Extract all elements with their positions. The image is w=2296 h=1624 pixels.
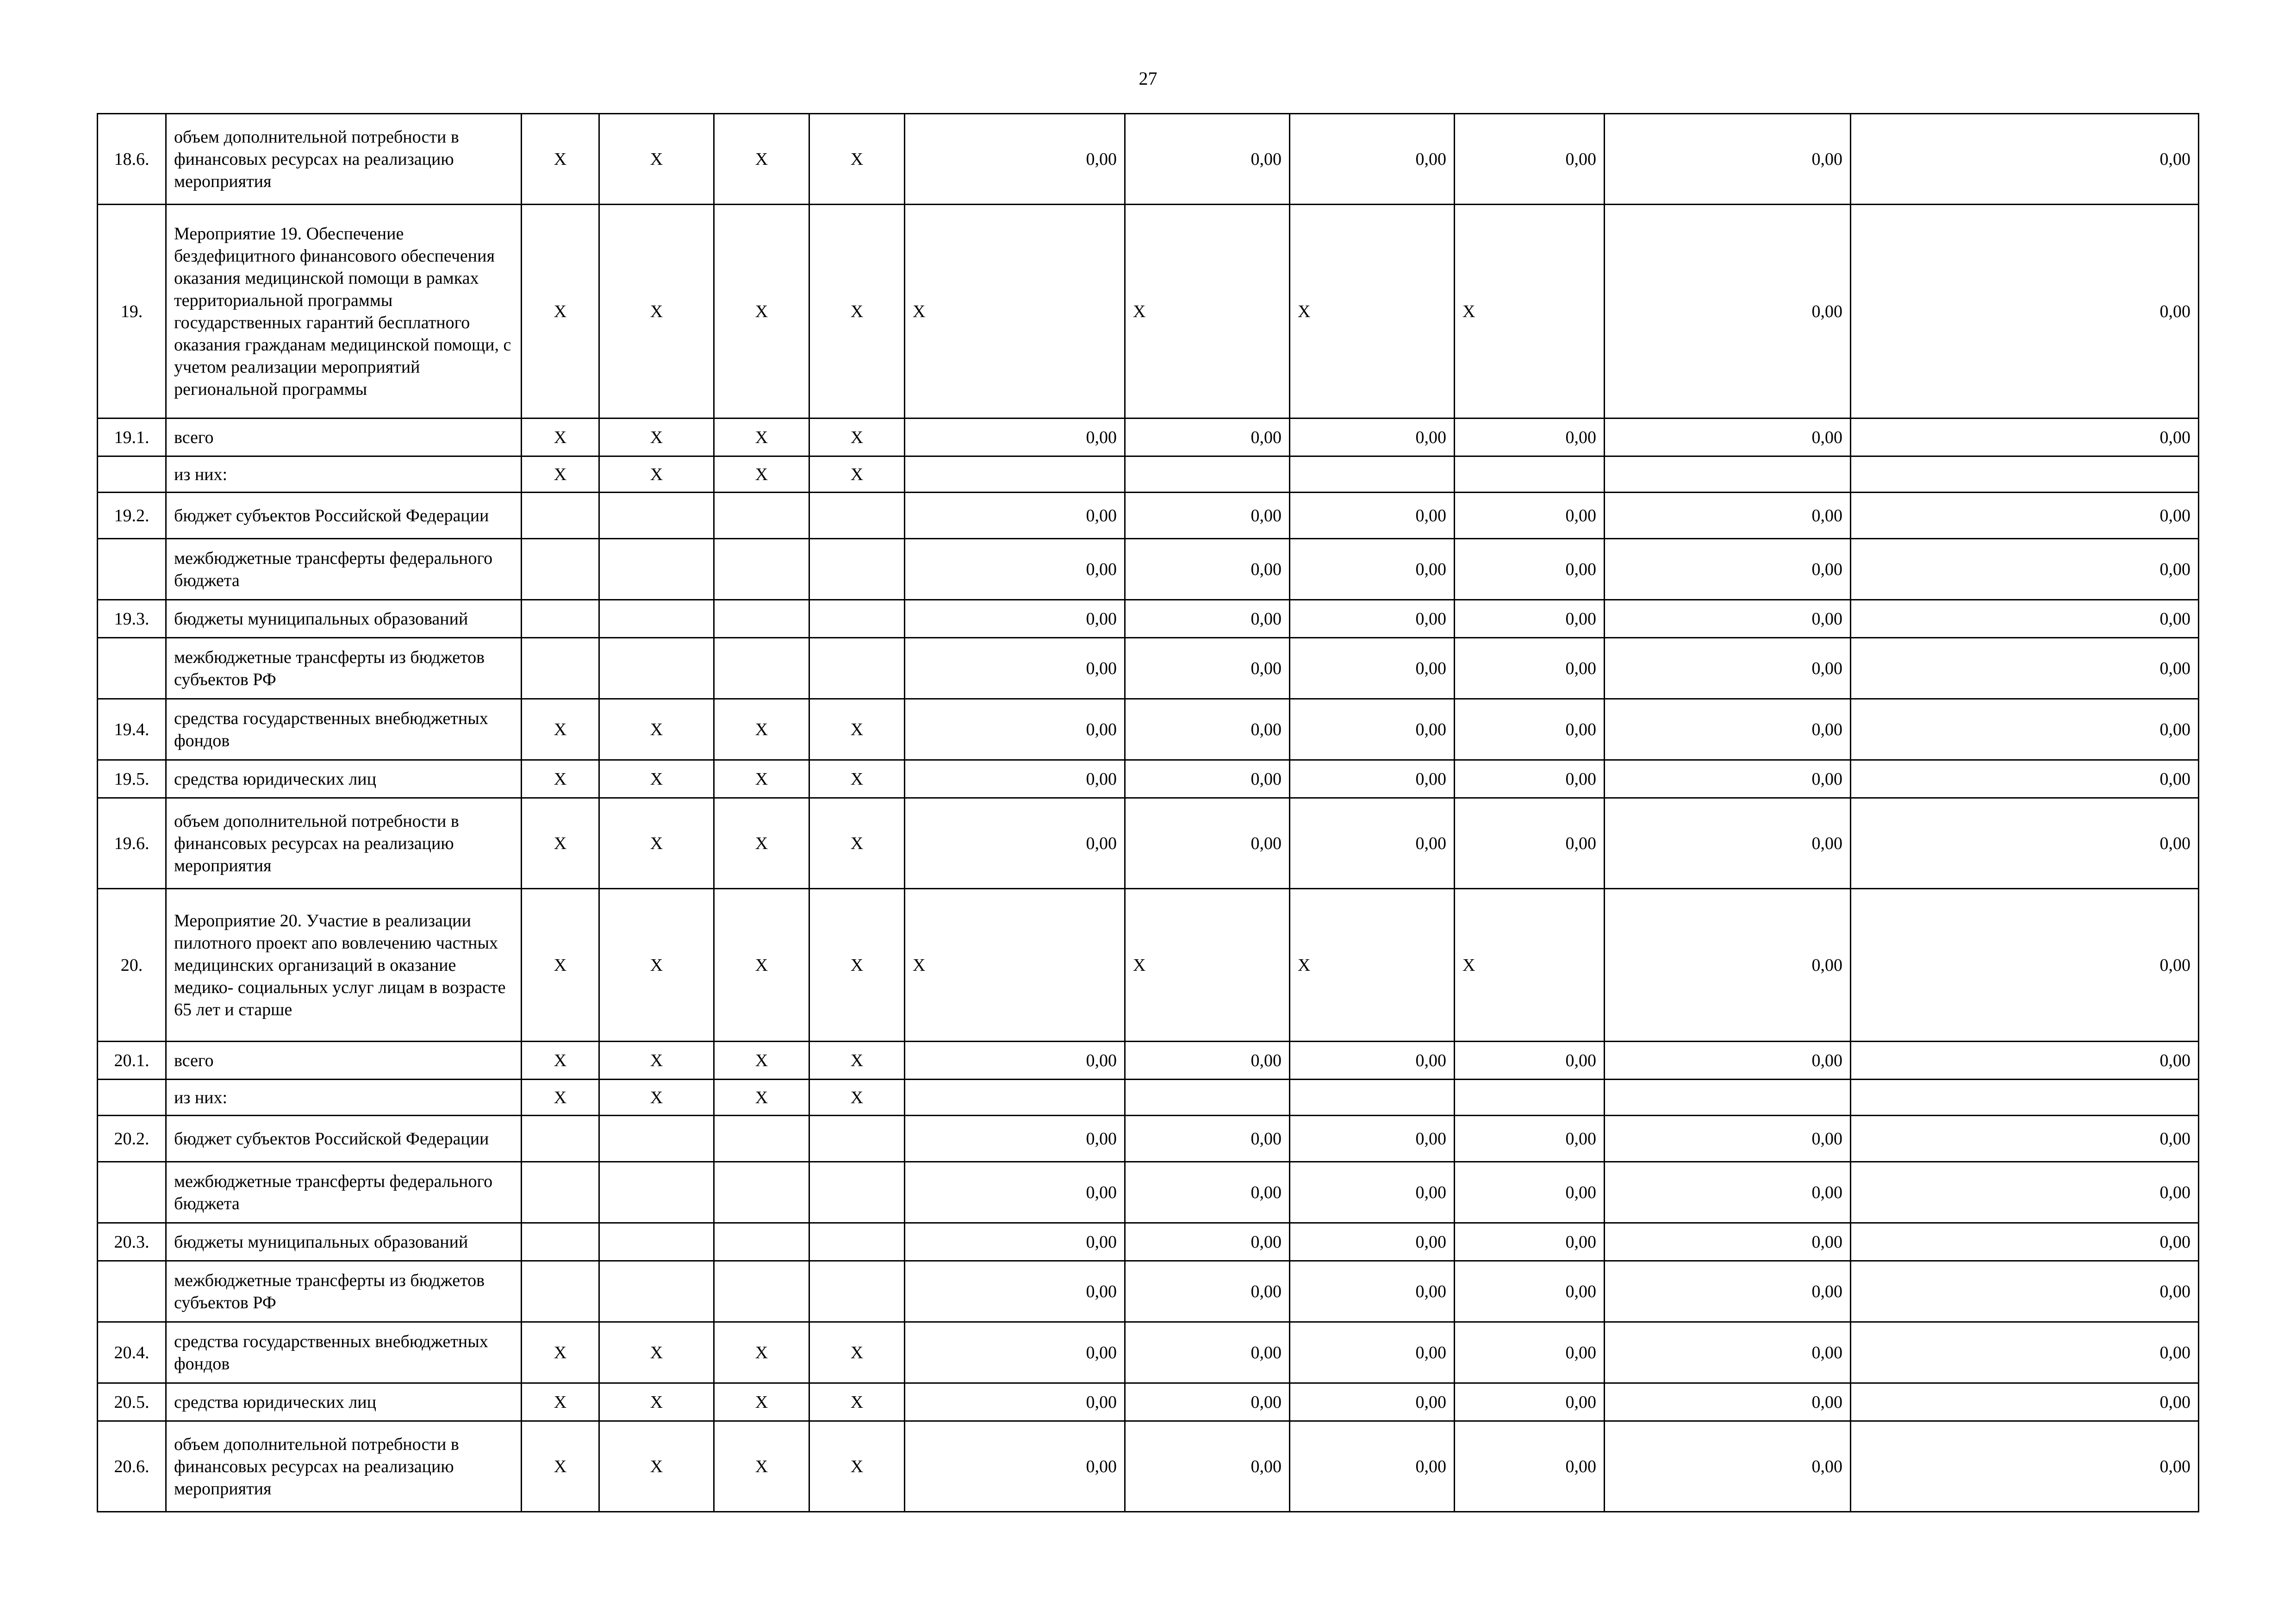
value-cell: 0,00 — [1605, 889, 1851, 1042]
table-row — [98, 493, 2199, 539]
value-cell: 0,00 — [905, 418, 1125, 456]
row-number: 19.1. — [98, 418, 166, 456]
mark-cell — [809, 493, 905, 539]
value-cell: 0,00 — [1455, 1116, 1605, 1162]
mark-cell — [522, 638, 599, 699]
value-cell — [1290, 1080, 1455, 1116]
value-cell: 0,00 — [1605, 418, 1851, 456]
value-cell: 0,00 — [1125, 1223, 1290, 1261]
table-row — [98, 699, 2199, 760]
table-row — [98, 1421, 2199, 1512]
value-cell: 0,00 — [1605, 600, 1851, 638]
value-cell: X — [1290, 889, 1455, 1042]
row-number: 20.2. — [98, 1116, 166, 1162]
row-name: средства государственных внебюджетных фондов — [166, 699, 522, 760]
row-number: 20.5. — [98, 1383, 166, 1421]
mark-cell: X — [522, 699, 599, 760]
value-cell: 0,00 — [905, 539, 1125, 600]
value-cell: 0,00 — [1455, 1042, 1605, 1080]
row-name: бюджеты муниципальных образований — [166, 1223, 522, 1261]
value-cell — [1455, 1080, 1605, 1116]
value-cell: 0,00 — [1851, 760, 2199, 798]
value-cell: 0,00 — [905, 1421, 1125, 1512]
row-name: объем дополнительной потребности в финансовых ресурсах на реализацию мероприятия — [166, 114, 522, 205]
value-cell — [1851, 1080, 2199, 1116]
mark-cell: X — [522, 1322, 599, 1383]
value-cell: 0,00 — [1851, 493, 2199, 539]
table-row — [98, 456, 2199, 493]
row-number: 20.4. — [98, 1322, 166, 1383]
mark-cell — [809, 1162, 905, 1223]
value-cell: 0,00 — [1605, 1223, 1851, 1261]
table-row — [98, 1042, 2199, 1080]
value-cell: 0,00 — [1851, 1042, 2199, 1080]
table-row — [98, 638, 2199, 699]
mark-cell: X — [714, 760, 809, 798]
mark-cell: X — [599, 760, 714, 798]
value-cell: 0,00 — [1290, 114, 1455, 205]
value-cell: 0,00 — [1605, 493, 1851, 539]
mark-cell — [714, 638, 809, 699]
value-cell: 0,00 — [1125, 418, 1290, 456]
value-cell: 0,00 — [1125, 1383, 1290, 1421]
mark-cell: X — [714, 114, 809, 205]
value-cell: 0,00 — [905, 1261, 1125, 1322]
value-cell: 0,00 — [905, 1223, 1125, 1261]
table-row — [98, 889, 2199, 1042]
value-cell: 0,00 — [1851, 889, 2199, 1042]
budget-table — [97, 113, 2199, 1512]
value-cell: 0,00 — [1455, 699, 1605, 760]
row-number: 19.2. — [98, 493, 166, 539]
table-row — [98, 205, 2199, 418]
value-cell — [1851, 456, 2199, 493]
row-number — [98, 638, 166, 699]
value-cell: 0,00 — [1851, 1162, 2199, 1223]
value-cell: 0,00 — [1605, 539, 1851, 600]
value-cell: X — [1125, 205, 1290, 418]
value-cell: 0,00 — [905, 1162, 1125, 1223]
mark-cell: X — [809, 1080, 905, 1116]
mark-cell — [809, 1261, 905, 1322]
mark-cell — [809, 1116, 905, 1162]
value-cell: 0,00 — [1290, 1116, 1455, 1162]
value-cell: 0,00 — [1851, 638, 2199, 699]
row-name: из них: — [166, 456, 522, 493]
value-cell — [905, 456, 1125, 493]
mark-cell: X — [809, 418, 905, 456]
mark-cell — [809, 1223, 905, 1261]
value-cell: 0,00 — [1455, 1421, 1605, 1512]
mark-cell: X — [599, 205, 714, 418]
value-cell: 0,00 — [1290, 539, 1455, 600]
mark-cell: X — [809, 798, 905, 889]
value-cell: 0,00 — [1851, 539, 2199, 600]
value-cell: 0,00 — [1125, 114, 1290, 205]
value-cell — [1290, 456, 1455, 493]
value-cell: 0,00 — [1455, 418, 1605, 456]
value-cell: 0,00 — [1455, 493, 1605, 539]
value-cell — [1605, 1080, 1851, 1116]
table-row — [98, 798, 2199, 889]
page-number: 27 — [1139, 68, 1157, 89]
mark-cell: X — [522, 1383, 599, 1421]
row-number: 19.3. — [98, 600, 166, 638]
mark-cell: X — [714, 889, 809, 1042]
mark-cell: X — [599, 418, 714, 456]
mark-cell — [522, 600, 599, 638]
value-cell: 0,00 — [905, 638, 1125, 699]
row-number — [98, 1261, 166, 1322]
mark-cell: X — [714, 1042, 809, 1080]
value-cell: 0,00 — [905, 1383, 1125, 1421]
mark-cell — [522, 493, 599, 539]
row-name: межбюджетные трансферты федерального бюджета — [166, 1162, 522, 1223]
value-cell: 0,00 — [1125, 600, 1290, 638]
value-cell: 0,00 — [1125, 539, 1290, 600]
value-cell: 0,00 — [1605, 1322, 1851, 1383]
mark-cell — [714, 1261, 809, 1322]
value-cell: 0,00 — [1605, 699, 1851, 760]
table-row — [98, 1322, 2199, 1383]
value-cell: 0,00 — [1605, 1383, 1851, 1421]
value-cell: 0,00 — [1290, 1322, 1455, 1383]
value-cell: 0,00 — [1851, 798, 2199, 889]
mark-cell: X — [714, 1080, 809, 1116]
mark-cell: X — [599, 1421, 714, 1512]
mark-cell — [599, 539, 714, 600]
mark-cell — [714, 493, 809, 539]
mark-cell — [522, 1162, 599, 1223]
mark-cell: X — [599, 1322, 714, 1383]
value-cell: 0,00 — [1455, 114, 1605, 205]
value-cell — [1125, 1080, 1290, 1116]
value-cell: 0,00 — [905, 114, 1125, 205]
row-number: 19.5. — [98, 760, 166, 798]
mark-cell: X — [522, 1421, 599, 1512]
table-row — [98, 600, 2199, 638]
mark-cell: X — [809, 114, 905, 205]
row-name: всего — [166, 418, 522, 456]
value-cell: 0,00 — [1605, 638, 1851, 699]
value-cell: 0,00 — [1290, 1261, 1455, 1322]
table-row — [98, 760, 2199, 798]
mark-cell: X — [714, 418, 809, 456]
value-cell: 0,00 — [905, 1116, 1125, 1162]
row-name: межбюджетные трансферты из бюджетов субъектов РФ — [166, 638, 522, 699]
table-row — [98, 1383, 2199, 1421]
row-name: из них: — [166, 1080, 522, 1116]
value-cell: 0,00 — [1125, 493, 1290, 539]
value-cell: 0,00 — [1605, 1116, 1851, 1162]
value-cell — [1455, 456, 1605, 493]
row-number — [98, 1080, 166, 1116]
value-cell: 0,00 — [1290, 600, 1455, 638]
mark-cell: X — [522, 205, 599, 418]
mark-cell: X — [522, 798, 599, 889]
value-cell: 0,00 — [905, 1042, 1125, 1080]
value-cell: 0,00 — [1851, 1261, 2199, 1322]
value-cell: 0,00 — [1605, 1421, 1851, 1512]
value-cell: 0,00 — [1125, 1042, 1290, 1080]
mark-cell — [522, 1223, 599, 1261]
value-cell: 0,00 — [1455, 1261, 1605, 1322]
value-cell: 0,00 — [1851, 114, 2199, 205]
value-cell: 0,00 — [905, 600, 1125, 638]
mark-cell — [522, 1261, 599, 1322]
value-cell: 0,00 — [905, 798, 1125, 889]
row-number: 20.3. — [98, 1223, 166, 1261]
table-row — [98, 1261, 2199, 1322]
mark-cell — [599, 600, 714, 638]
mark-cell: X — [714, 205, 809, 418]
table-row — [98, 1223, 2199, 1261]
mark-cell — [599, 1116, 714, 1162]
value-cell: 0,00 — [1125, 699, 1290, 760]
value-cell: X — [1455, 889, 1605, 1042]
mark-cell — [599, 638, 714, 699]
value-cell: 0,00 — [1455, 600, 1605, 638]
mark-cell: X — [522, 1080, 599, 1116]
mark-cell: X — [809, 889, 905, 1042]
value-cell: 0,00 — [1125, 760, 1290, 798]
value-cell: 0,00 — [905, 699, 1125, 760]
value-cell: X — [905, 205, 1125, 418]
value-cell: 0,00 — [1290, 493, 1455, 539]
mark-cell: X — [714, 1421, 809, 1512]
value-cell: 0,00 — [1605, 798, 1851, 889]
value-cell: 0,00 — [1605, 760, 1851, 798]
mark-cell — [809, 600, 905, 638]
value-cell: 0,00 — [1290, 798, 1455, 889]
value-cell: 0,00 — [905, 1322, 1125, 1383]
value-cell: 0,00 — [1290, 760, 1455, 798]
mark-cell: X — [599, 114, 714, 205]
value-cell: 0,00 — [1290, 699, 1455, 760]
mark-cell — [599, 1261, 714, 1322]
mark-cell — [714, 600, 809, 638]
mark-cell — [599, 1223, 714, 1261]
mark-cell: X — [809, 1421, 905, 1512]
row-number: 20.1. — [98, 1042, 166, 1080]
value-cell: 0,00 — [1125, 798, 1290, 889]
row-name: Мероприятие 20. Участие в реализации пилотного проект апо вовлечению частных медицинских организаций в оказание медико- социальных услуг лицам в возрасте 65 лет и старше — [166, 889, 522, 1042]
row-name: средства государственных внебюджетных фондов — [166, 1322, 522, 1383]
row-name: объем дополнительной потребности в финансовых ресурсах на реализацию мероприятия — [166, 798, 522, 889]
value-cell: 0,00 — [1455, 638, 1605, 699]
mark-cell: X — [599, 1383, 714, 1421]
row-number: 20. — [98, 889, 166, 1042]
value-cell: 0,00 — [1125, 1162, 1290, 1223]
mark-cell — [809, 638, 905, 699]
value-cell: X — [905, 889, 1125, 1042]
mark-cell: X — [809, 1383, 905, 1421]
mark-cell: X — [714, 798, 809, 889]
value-cell: 0,00 — [1290, 1421, 1455, 1512]
value-cell: 0,00 — [1125, 638, 1290, 699]
mark-cell — [714, 1223, 809, 1261]
mark-cell: X — [599, 456, 714, 493]
mark-cell: X — [809, 699, 905, 760]
value-cell: 0,00 — [1290, 1042, 1455, 1080]
mark-cell: X — [522, 1042, 599, 1080]
value-cell: 0,00 — [1290, 418, 1455, 456]
row-name: всего — [166, 1042, 522, 1080]
row-number — [98, 1162, 166, 1223]
table-row — [98, 114, 2199, 205]
row-number: 19.4. — [98, 699, 166, 760]
value-cell: 0,00 — [1851, 1421, 2199, 1512]
value-cell: 0,00 — [1851, 1322, 2199, 1383]
value-cell: 0,00 — [1290, 638, 1455, 699]
mark-cell: X — [599, 889, 714, 1042]
mark-cell: X — [809, 456, 905, 493]
table-row — [98, 1116, 2199, 1162]
value-cell: 0,00 — [1851, 1383, 2199, 1421]
row-number: 20.6. — [98, 1421, 166, 1512]
table-row — [98, 539, 2199, 600]
row-number: 19.6. — [98, 798, 166, 889]
row-name: бюджет субъектов Российской Федерации — [166, 493, 522, 539]
value-cell: 0,00 — [1851, 699, 2199, 760]
table-row — [98, 1080, 2199, 1116]
row-name: бюджет субъектов Российской Федерации — [166, 1116, 522, 1162]
value-cell: 0,00 — [1455, 1322, 1605, 1383]
value-cell: 0,00 — [905, 760, 1125, 798]
value-cell: 0,00 — [1290, 1162, 1455, 1223]
mark-cell: X — [599, 1080, 714, 1116]
value-cell: 0,00 — [1455, 539, 1605, 600]
value-cell — [905, 1080, 1125, 1116]
table-row — [98, 1162, 2199, 1223]
value-cell: 0,00 — [1455, 1223, 1605, 1261]
value-cell: 0,00 — [1455, 1162, 1605, 1223]
mark-cell: X — [599, 699, 714, 760]
row-name: межбюджетные трансферты из бюджетов субъектов РФ — [166, 1261, 522, 1322]
value-cell: 0,00 — [1605, 1261, 1851, 1322]
mark-cell: X — [714, 456, 809, 493]
value-cell: 0,00 — [1851, 600, 2199, 638]
mark-cell: X — [522, 889, 599, 1042]
value-cell: 0,00 — [1125, 1421, 1290, 1512]
value-cell: 0,00 — [1125, 1322, 1290, 1383]
mark-cell: X — [809, 1042, 905, 1080]
mark-cell — [522, 539, 599, 600]
mark-cell: X — [599, 1042, 714, 1080]
table-row — [98, 418, 2199, 456]
value-cell: 0,00 — [1125, 1261, 1290, 1322]
mark-cell: X — [522, 418, 599, 456]
value-cell: 0,00 — [1290, 1383, 1455, 1421]
mark-cell: X — [809, 205, 905, 418]
mark-cell: X — [522, 760, 599, 798]
value-cell: 0,00 — [1605, 114, 1851, 205]
mark-cell: X — [809, 760, 905, 798]
mark-cell: X — [714, 1383, 809, 1421]
value-cell: 0,00 — [1851, 1116, 2199, 1162]
row-name: средства юридических лиц — [166, 760, 522, 798]
row-name: Мероприятие 19. Обеспечение бездефицитного финансового обеспечения оказания медицинской помощи в рамках территориальной программы государственных гарантий бесплатного оказания гражданам медицинской помощи, с учетом реализации мероприятий региональной программы — [166, 205, 522, 418]
value-cell: 0,00 — [1455, 760, 1605, 798]
table-body — [98, 114, 2199, 1512]
row-name: межбюджетные трансферты федерального бюджета — [166, 539, 522, 600]
row-number — [98, 539, 166, 600]
mark-cell — [714, 539, 809, 600]
value-cell: 0,00 — [1605, 1042, 1851, 1080]
mark-cell — [599, 493, 714, 539]
value-cell: 0,00 — [1605, 1162, 1851, 1223]
mark-cell: X — [599, 798, 714, 889]
value-cell — [1125, 456, 1290, 493]
value-cell: 0,00 — [1455, 1383, 1605, 1421]
mark-cell: X — [714, 699, 809, 760]
row-name: средства юридических лиц — [166, 1383, 522, 1421]
row-number: 18.6. — [98, 114, 166, 205]
value-cell: 0,00 — [1851, 205, 2199, 418]
value-cell: 0,00 — [905, 493, 1125, 539]
value-cell: X — [1125, 889, 1290, 1042]
row-name: объем дополнительной потребности в финансовых ресурсах на реализацию мероприятия — [166, 1421, 522, 1512]
value-cell: X — [1455, 205, 1605, 418]
row-name: бюджеты муниципальных образований — [166, 600, 522, 638]
mark-cell — [809, 539, 905, 600]
row-number: 19. — [98, 205, 166, 418]
mark-cell — [714, 1162, 809, 1223]
mark-cell — [714, 1116, 809, 1162]
mark-cell: X — [522, 114, 599, 205]
value-cell: 0,00 — [1851, 1223, 2199, 1261]
value-cell: 0,00 — [1455, 798, 1605, 889]
value-cell — [1605, 456, 1851, 493]
mark-cell — [599, 1162, 714, 1223]
value-cell: X — [1290, 205, 1455, 418]
mark-cell — [522, 1116, 599, 1162]
mark-cell: X — [809, 1322, 905, 1383]
row-number — [98, 456, 166, 493]
value-cell: 0,00 — [1125, 1116, 1290, 1162]
value-cell: 0,00 — [1290, 1223, 1455, 1261]
value-cell: 0,00 — [1605, 205, 1851, 418]
mark-cell: X — [714, 1322, 809, 1383]
value-cell: 0,00 — [1851, 418, 2199, 456]
mark-cell: X — [522, 456, 599, 493]
